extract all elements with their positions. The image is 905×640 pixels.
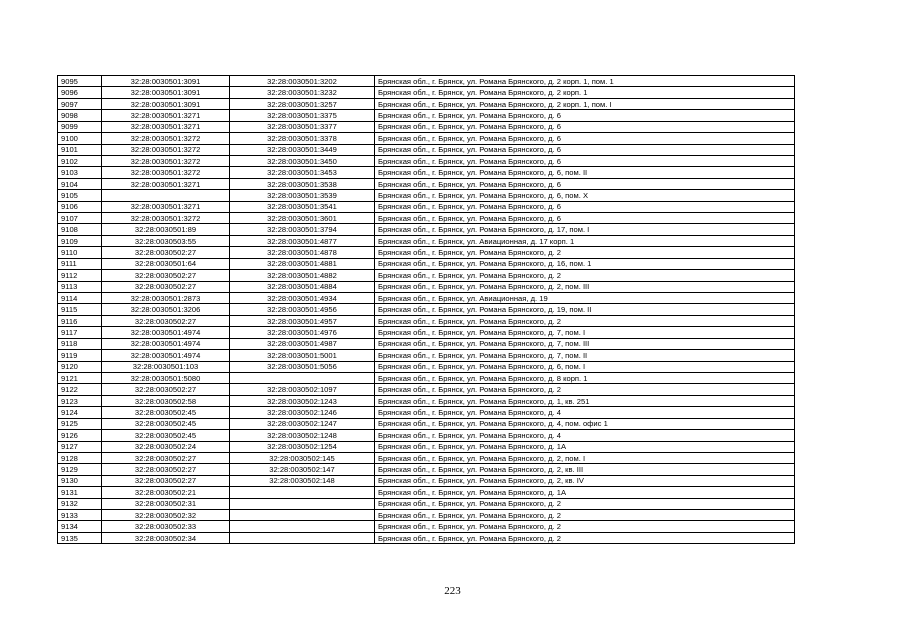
cadastral-number-cell: 32:28:0030501:4882: [230, 270, 375, 281]
cadastral-number-cell: 32:28:0030501:4956: [230, 304, 375, 315]
parent-cadastral-number-cell: 32:28:0030501:3272: [102, 133, 230, 144]
address-cell: Брянская обл., г. Брянск, ул. Романа Брянского, д. 1А: [375, 487, 795, 498]
row-number-cell: 9113: [58, 281, 102, 292]
row-number-cell: 9104: [58, 178, 102, 189]
cadastral-number-cell: 32:28:0030502:1247: [230, 418, 375, 429]
table-row: [58, 235, 795, 246]
cadastral-number-cell: 32:28:0030501:3538: [230, 178, 375, 189]
row-number-cell: 9108: [58, 224, 102, 235]
row-number-cell: 9133: [58, 510, 102, 521]
address-cell: Брянская обл., г. Брянск, ул. Романа Брянского, д. 6: [375, 178, 795, 189]
row-number-cell: 9097: [58, 98, 102, 109]
parent-cadastral-number-cell: 32:28:0030501:3091: [102, 87, 230, 98]
parent-cadastral-number-cell: 32:28:0030501:3206: [102, 304, 230, 315]
cadastral-number-cell: [230, 521, 375, 532]
address-cell: Брянская обл., г. Брянск, ул. Романа Брянского, д. 4, пом. офис 1: [375, 418, 795, 429]
row-number-cell: 9125: [58, 418, 102, 429]
table-row: [58, 213, 795, 224]
row-number-cell: 9124: [58, 407, 102, 418]
row-number-cell: 9111: [58, 258, 102, 269]
table-row: [58, 532, 795, 543]
address-cell: Брянская обл., г. Брянск, ул. Романа Брянского, д. 2: [375, 247, 795, 258]
parent-cadastral-number-cell: 32:28:0030502:45: [102, 430, 230, 441]
address-cell: Брянская обл., г. Брянск, ул. Романа Брянского, д. 6: [375, 133, 795, 144]
parent-cadastral-number-cell: 32:28:0030502:34: [102, 532, 230, 543]
address-cell: Брянская обл., г. Брянск, ул. Романа Брянского, д. 2 корп. 1: [375, 87, 795, 98]
parent-cadastral-number-cell: 32:28:0030502:45: [102, 418, 230, 429]
address-cell: Брянская обл., г. Брянск, ул. Авиационная, д. 19: [375, 293, 795, 304]
cadastral-number-cell: 32:28:0030501:3450: [230, 155, 375, 166]
parent-cadastral-number-cell: 32:28:0030502:27: [102, 475, 230, 486]
row-number-cell: 9134: [58, 521, 102, 532]
row-number-cell: 9129: [58, 464, 102, 475]
table-row: [58, 270, 795, 281]
cadastral-number-cell: 32:28:0030502:1254: [230, 441, 375, 452]
row-number-cell: 9126: [58, 430, 102, 441]
address-cell: Брянская обл., г. Брянск, ул. Романа Брянского, д. 6: [375, 213, 795, 224]
cadastral-number-cell: 32:28:0030501:3232: [230, 87, 375, 98]
table-row: [58, 452, 795, 463]
cadastral-number-cell: 32:28:0030501:4884: [230, 281, 375, 292]
cadastral-number-cell: 32:28:0030501:5056: [230, 361, 375, 372]
parent-cadastral-number-cell: 32:28:0030503:55: [102, 235, 230, 246]
address-cell: Брянская обл., г. Брянск, ул. Романа Брянского, д. 7, пом. II: [375, 350, 795, 361]
cadastral-number-cell: 32:28:0030501:3601: [230, 213, 375, 224]
parent-cadastral-number-cell: 32:28:0030501:4974: [102, 338, 230, 349]
table-row: [58, 167, 795, 178]
table-row: [58, 110, 795, 121]
row-number-cell: 9103: [58, 167, 102, 178]
address-cell: Брянская обл., г. Брянск, ул. Романа Брянского, д. 1А: [375, 441, 795, 452]
table-row: [58, 475, 795, 486]
address-cell: Брянская обл., г. Брянск, ул. Романа Брянского, д. 7, пом. III: [375, 338, 795, 349]
cadastral-number-cell: 32:28:0030501:3202: [230, 76, 375, 87]
cadastral-number-cell: 32:28:0030501:4987: [230, 338, 375, 349]
cadastral-number-cell: 32:28:0030502:1248: [230, 430, 375, 441]
address-cell: Брянская обл., г. Брянск, ул. Романа Брянского, д. 2: [375, 521, 795, 532]
row-number-cell: 9109: [58, 235, 102, 246]
row-number-cell: 9112: [58, 270, 102, 281]
parent-cadastral-number-cell: 32:28:0030501:2873: [102, 293, 230, 304]
address-cell: Брянская обл., г. Брянск, ул. Авиационная, д. 17 корп. 1: [375, 235, 795, 246]
row-number-cell: 9120: [58, 361, 102, 372]
cadastral-number-cell: 32:28:0030501:4877: [230, 235, 375, 246]
table-row: [58, 258, 795, 269]
cadastral-number-cell: 32:28:0030501:3794: [230, 224, 375, 235]
parent-cadastral-number-cell: 32:28:0030502:27: [102, 315, 230, 326]
row-number-cell: 9115: [58, 304, 102, 315]
parent-cadastral-number-cell: 32:28:0030502:32: [102, 510, 230, 521]
row-number-cell: 9096: [58, 87, 102, 98]
parent-cadastral-number-cell: 32:28:0030501:3271: [102, 178, 230, 189]
cadastral-number-cell: 32:28:0030501:4881: [230, 258, 375, 269]
cadastral-number-cell: 32:28:0030502:1097: [230, 384, 375, 395]
cadastral-number-cell: 32:28:0030501:3375: [230, 110, 375, 121]
table-row: [58, 498, 795, 509]
row-number-cell: 9100: [58, 133, 102, 144]
address-cell: Брянская обл., г. Брянск, ул. Романа Брянского, д. 2 корп. 1, пом. I: [375, 98, 795, 109]
table-row: [58, 361, 795, 372]
address-cell: Брянская обл., г. Брянск, ул. Романа Брянского, д. 6: [375, 144, 795, 155]
cadastral-number-cell: 32:28:0030502:1246: [230, 407, 375, 418]
row-number-cell: 9128: [58, 452, 102, 463]
table-row: [58, 98, 795, 109]
address-cell: Брянская обл., г. Брянск, ул. Романа Брянского, д. 2: [375, 498, 795, 509]
cadastral-number-cell: 32:28:0030501:3539: [230, 190, 375, 201]
cadastral-number-cell: [230, 532, 375, 543]
row-number-cell: 9132: [58, 498, 102, 509]
cadastral-number-cell: 32:28:0030502:145: [230, 452, 375, 463]
address-cell: Брянская обл., г. Брянск, ул. Романа Брянского, д. 2: [375, 315, 795, 326]
row-number-cell: 9121: [58, 372, 102, 383]
parent-cadastral-number-cell: 32:28:0030501:103: [102, 361, 230, 372]
address-cell: Брянская обл., г. Брянск, ул. Романа Брянского, д. 1, кв. 251: [375, 395, 795, 406]
address-cell: Брянская обл., г. Брянск, ул. Романа Брянского, д. 2: [375, 270, 795, 281]
table-row: [58, 441, 795, 452]
parent-cadastral-number-cell: 32:28:0030501:3091: [102, 76, 230, 87]
row-number-cell: 9099: [58, 121, 102, 132]
address-cell: Брянская обл., г. Брянск, ул. Романа Брянского, д. 2: [375, 384, 795, 395]
address-cell: Брянская обл., г. Брянск, ул. Романа Брянского, д. 6: [375, 110, 795, 121]
registry-table: [57, 75, 795, 544]
table-row: [58, 201, 795, 212]
parent-cadastral-number-cell: 32:28:0030502:27: [102, 464, 230, 475]
row-number-cell: 9127: [58, 441, 102, 452]
parent-cadastral-number-cell: 32:28:0030501:3272: [102, 155, 230, 166]
table-row: [58, 155, 795, 166]
parent-cadastral-number-cell: 32:28:0030502:21: [102, 487, 230, 498]
parent-cadastral-number-cell: 32:28:0030502:27: [102, 452, 230, 463]
table-row: [58, 487, 795, 498]
address-cell: Брянская обл., г. Брянск, ул. Романа Брянского, д. 2 корп. 1, пом. 1: [375, 76, 795, 87]
cadastral-number-cell: 32:28:0030501:4934: [230, 293, 375, 304]
row-number-cell: 9106: [58, 201, 102, 212]
row-number-cell: 9123: [58, 395, 102, 406]
table-row: [58, 521, 795, 532]
table-row: [58, 87, 795, 98]
cadastral-number-cell: [230, 487, 375, 498]
address-cell: Брянская обл., г. Брянск, ул. Романа Брянского, д. 6, пом. I: [375, 361, 795, 372]
cadastral-number-cell: 32:28:0030502:148: [230, 475, 375, 486]
row-number-cell: 9135: [58, 532, 102, 543]
row-number-cell: 9110: [58, 247, 102, 258]
table-row: [58, 144, 795, 155]
address-cell: Брянская обл., г. Брянск, ул. Романа Брянского, д. 6, пом. X: [375, 190, 795, 201]
parent-cadastral-number-cell: 32:28:0030501:5080: [102, 372, 230, 383]
parent-cadastral-number-cell: 32:28:0030502:33: [102, 521, 230, 532]
address-cell: Брянская обл., г. Брянск, ул. Романа Брянского, д. 4: [375, 407, 795, 418]
address-cell: Брянская обл., г. Брянск, ул. Романа Брянского, д. 19, пом. II: [375, 304, 795, 315]
parent-cadastral-number-cell: 32:28:0030501:3272: [102, 213, 230, 224]
address-cell: Брянская обл., г. Брянск, ул. Романа Брянского, д. 8 корп. 1: [375, 372, 795, 383]
parent-cadastral-number-cell: 32:28:0030501:4974: [102, 350, 230, 361]
parent-cadastral-number-cell: 32:28:0030501:3271: [102, 201, 230, 212]
address-cell: Брянская обл., г. Брянск, ул. Романа Брянского, д. 7, пом. I: [375, 327, 795, 338]
parent-cadastral-number-cell: 32:28:0030502:31: [102, 498, 230, 509]
cadastral-number-cell: 32:28:0030501:5001: [230, 350, 375, 361]
address-cell: Брянская обл., г. Брянск, ул. Романа Брянского, д. 17, пом. I: [375, 224, 795, 235]
table-row: [58, 338, 795, 349]
page-number: 223: [444, 585, 461, 597]
table-row: [58, 350, 795, 361]
parent-cadastral-number-cell: [102, 190, 230, 201]
cadastral-number-cell: 32:28:0030502:147: [230, 464, 375, 475]
row-number-cell: 9095: [58, 76, 102, 87]
table-row: [58, 395, 795, 406]
parent-cadastral-number-cell: 32:28:0030501:89: [102, 224, 230, 235]
cadastral-number-cell: 32:28:0030501:3378: [230, 133, 375, 144]
cadastral-number-cell: [230, 372, 375, 383]
cadastral-number-cell: 32:28:0030501:3257: [230, 98, 375, 109]
table-row: [58, 247, 795, 258]
table-row: [58, 178, 795, 189]
cadastral-number-cell: [230, 510, 375, 521]
parent-cadastral-number-cell: 32:28:0030501:3272: [102, 167, 230, 178]
registry-table-body: [58, 76, 795, 544]
table-row: [58, 418, 795, 429]
parent-cadastral-number-cell: 32:28:0030502:45: [102, 407, 230, 418]
parent-cadastral-number-cell: 32:28:0030502:27: [102, 247, 230, 258]
address-cell: Брянская обл., г. Брянск, ул. Романа Брянского, д. 2: [375, 532, 795, 543]
cadastral-number-cell: 32:28:0030501:4878: [230, 247, 375, 258]
table-row: [58, 327, 795, 338]
row-number-cell: 9122: [58, 384, 102, 395]
parent-cadastral-number-cell: 32:28:0030501:3271: [102, 110, 230, 121]
parent-cadastral-number-cell: 32:28:0030502:27: [102, 270, 230, 281]
address-cell: Брянская обл., г. Брянск, ул. Романа Брянского, д. 2, кв. III: [375, 464, 795, 475]
address-cell: Брянская обл., г. Брянск, ул. Романа Брянского, д. 2: [375, 510, 795, 521]
row-number-cell: 9105: [58, 190, 102, 201]
cadastral-number-cell: [230, 498, 375, 509]
parent-cadastral-number-cell: 32:28:0030502:24: [102, 441, 230, 452]
row-number-cell: 9101: [58, 144, 102, 155]
table-row: [58, 76, 795, 87]
parent-cadastral-number-cell: 32:28:0030501:64: [102, 258, 230, 269]
parent-cadastral-number-cell: 32:28:0030502:58: [102, 395, 230, 406]
row-number-cell: 9119: [58, 350, 102, 361]
cadastral-number-cell: 32:28:0030501:3541: [230, 201, 375, 212]
address-cell: Брянская обл., г. Брянск, ул. Романа Брянского, д. 2, пом. III: [375, 281, 795, 292]
row-number-cell: 9131: [58, 487, 102, 498]
parent-cadastral-number-cell: 32:28:0030502:27: [102, 281, 230, 292]
address-cell: Брянская обл., г. Брянск, ул. Романа Брянского, д. 6, пом. II: [375, 167, 795, 178]
cadastral-number-cell: 32:28:0030501:3453: [230, 167, 375, 178]
address-cell: Брянская обл., г. Брянск, ул. Романа Брянского, д. 4: [375, 430, 795, 441]
row-number-cell: 9098: [58, 110, 102, 121]
table-row: [58, 510, 795, 521]
row-number-cell: 9117: [58, 327, 102, 338]
row-number-cell: 9114: [58, 293, 102, 304]
cadastral-number-cell: 32:28:0030502:1243: [230, 395, 375, 406]
address-cell: Брянская обл., г. Брянск, ул. Романа Брянского, д. 16, пом. 1: [375, 258, 795, 269]
cadastral-number-cell: 32:28:0030501:3377: [230, 121, 375, 132]
table-row: [58, 133, 795, 144]
row-number-cell: 9118: [58, 338, 102, 349]
address-cell: Брянская обл., г. Брянск, ул. Романа Брянского, д. 6: [375, 121, 795, 132]
address-cell: Брянская обл., г. Брянск, ул. Романа Брянского, д. 2, кв. IV: [375, 475, 795, 486]
row-number-cell: 9116: [58, 315, 102, 326]
table-row: [58, 407, 795, 418]
table-row: [58, 190, 795, 201]
table-row: [58, 121, 795, 132]
table-row: [58, 281, 795, 292]
address-cell: Брянская обл., г. Брянск, ул. Романа Брянского, д. 2, пом. I: [375, 452, 795, 463]
table-row: [58, 304, 795, 315]
row-number-cell: 9102: [58, 155, 102, 166]
table-row: [58, 224, 795, 235]
parent-cadastral-number-cell: 32:28:0030501:3091: [102, 98, 230, 109]
cadastral-number-cell: 32:28:0030501:3449: [230, 144, 375, 155]
row-number-cell: 9107: [58, 213, 102, 224]
parent-cadastral-number-cell: 32:28:0030501:3272: [102, 144, 230, 155]
parent-cadastral-number-cell: 32:28:0030501:4974: [102, 327, 230, 338]
address-cell: Брянская обл., г. Брянск, ул. Романа Брянского, д. 6: [375, 155, 795, 166]
parent-cadastral-number-cell: 32:28:0030501:3271: [102, 121, 230, 132]
cadastral-number-cell: 32:28:0030501:4957: [230, 315, 375, 326]
table-row: [58, 430, 795, 441]
row-number-cell: 9130: [58, 475, 102, 486]
table-row: [58, 315, 795, 326]
parent-cadastral-number-cell: 32:28:0030502:27: [102, 384, 230, 395]
table-row: [58, 372, 795, 383]
table-row: [58, 293, 795, 304]
table-row: [58, 384, 795, 395]
table-row: [58, 464, 795, 475]
address-cell: Брянская обл., г. Брянск, ул. Романа Брянского, д. 6: [375, 201, 795, 212]
cadastral-number-cell: 32:28:0030501:4976: [230, 327, 375, 338]
